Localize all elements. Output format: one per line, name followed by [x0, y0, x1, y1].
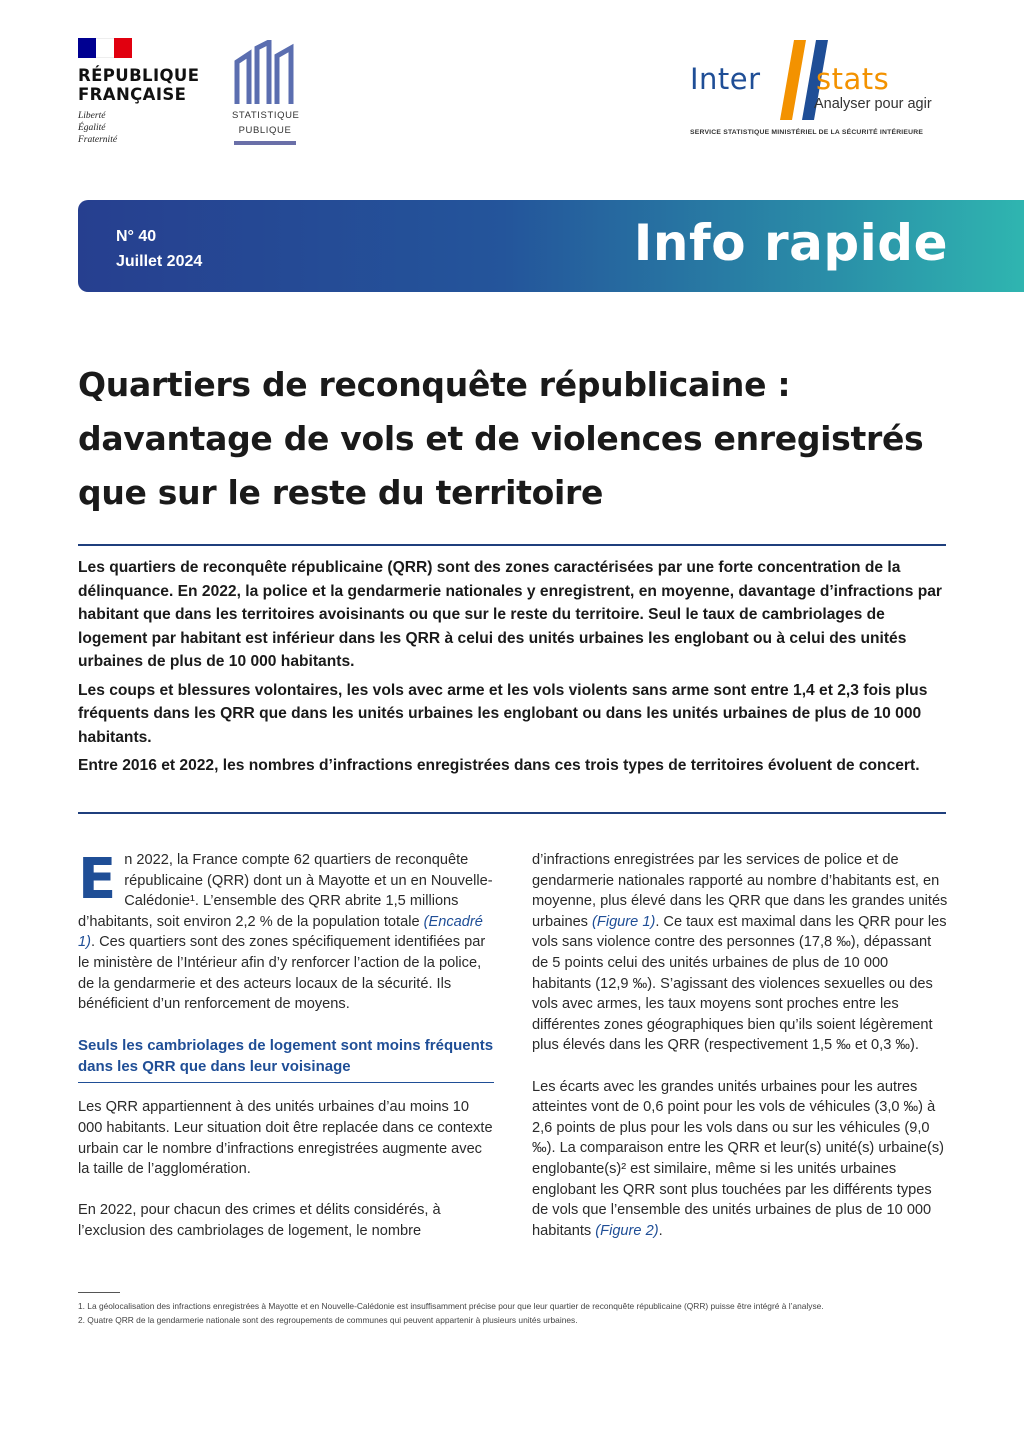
rf-name-line1: RÉPUBLIQUE: [78, 66, 200, 85]
rf-motto-liberte: Liberté: [78, 111, 106, 121]
title-line1: Quartiers de reconquête républicaine :: [78, 365, 791, 404]
interstats-inter: Inter: [690, 62, 761, 96]
interstats-service: SERVICE STATISTIQUE MINISTÉRIEL DE LA SÉCURITÉ INTÉRIEURE: [690, 129, 924, 136]
abstract-top-rule: [78, 544, 946, 546]
left-column: [78, 847, 494, 1262]
abstract: [78, 556, 948, 783]
intro-text-rest: . Ces quartiers sont des zones spécifiquement identifiées par le ministère de l’Intérieur afin d’y renforcer l’action de la police, de la gendarmerie et des acteurs locaux de la sécurité. Ils bénéficient d’un renforcement de moyens.: [78, 934, 486, 1013]
abstract-paragraph: Les coups et blessures volontaires, les vols avec arme et les vols violents sans arme sont entre 1,4 et 2,3 fois plus fréquents dans les QRR que dans les unités urbaines les englobant ou dans les unités urbaines de plus de 10 000 habitants.: [78, 681, 928, 746]
abstract-paragraph: Entre 2016 et 2022, les nombres d’infractions enregistrées dans ces trois types de territoires évoluent de concert.: [78, 757, 920, 774]
intro-paragraph: [78, 847, 494, 1015]
banner-title: Info rapide: [633, 214, 948, 272]
abstract-paragraph: Les quartiers de reconquête républicaine (QRR) sont des zones caractérisées par une forte concentration de la délinquance. En 2022, la police et la gendarmerie nationales y enregistrent, en moyenne, davantage d’infractions par habitant que dans les territoires avoisinants ou que sur le reste du territoire. Seul le taux de cambriolages de logement par habitant est inférieur dans les QRR à celui des unités urbaines les englobant ou à celui des unités urbaines de plus de 10 000 habitants.: [78, 559, 942, 670]
body-paragraph: [532, 850, 948, 1056]
interstats-logo: [690, 40, 950, 140]
interstats-tagline: Analyser pour agir: [814, 96, 932, 112]
body-text: d’infractions enregistrées par les services de police et de gendarmerie nationales rapporté au nombre d’habitants est, en moyenne, plus élevé dans les QRR que dans les grandes unités urbaines: [532, 852, 948, 930]
body-paragraph: [532, 1077, 948, 1242]
footnote-2: 2. Quatre QRR de la gendarmerie nationale sont des regroupements de communes qui peuvent appartenir à plusieurs unités urbaines.: [78, 1315, 578, 1326]
issue-date: Juillet 2024: [116, 253, 203, 270]
footnote-rule: [78, 1292, 120, 1293]
info-rapide-banner: [78, 200, 1024, 292]
body-text: Les écarts avec les grandes unités urbaines pour les autres atteintes vont de 0,6 point pour les vols de véhicules (3,0 ‰) à 2,6 points de plus pour les vols dans ou sur les véhicules (9,0 ‰). La comparaison entre les QRR et leur(s) unité(s) urbaine(s) englobante(s)² est similaire, même si les unités urbaines englobant les QRR sont plus touchées par les différents types de vols que l’ensemble des unités urbaines de plus de 10 000 habitants: [532, 1078, 945, 1239]
french-flag-icon: [78, 38, 132, 58]
republique-francaise-logo: [78, 38, 218, 146]
statistique-publique-logo: [232, 40, 298, 145]
footnote-1: 1. La géolocalisation des infractions enregistrées à Mayotte et en Nouvelle-Calédonie est insuffisamment précise pour que leur quartier de reconquête républicaine (QRR) puisse être intégré à l’analyse.: [78, 1301, 824, 1311]
intro-text: n 2022, la France compte 62 quartiers de reconquête républicaine (QRR) dont un à Mayotte et un en Nouvelle-Calédonie¹. L’ensemble des QRR abrite 1,5 millions d’habitants, soit environ 2,2 % de la population totale: [78, 852, 493, 930]
issue-number: N° 40: [116, 228, 157, 245]
statistique-publique-icon: [234, 40, 296, 106]
encadre-1-link[interactable]: (Encadré 1): [78, 913, 483, 951]
body-text-rest: .: [658, 1222, 663, 1239]
drop-cap: E: [78, 847, 117, 912]
body-paragraph: En 2022, pour chacun des crimes et délits considérés, à l’exclusion des cambriolages de logement, le nombre: [78, 1202, 441, 1239]
sp-underline: [234, 141, 296, 145]
sp-text-line1: STATISTIQUE: [232, 110, 300, 121]
abstract-bottom-rule: [78, 812, 946, 814]
title-line3: que sur le reste du territoire: [78, 473, 604, 512]
document-title: [78, 358, 958, 520]
right-column: [532, 850, 948, 1262]
section-subheading: Seuls les cambriolages de logement sont moins fréquents dans les QRR que dans leur voisinage: [78, 1035, 494, 1083]
figure-1-link[interactable]: (Figure 1): [592, 913, 656, 930]
title-line2: davantage de vols et de violences enregistrés: [78, 419, 924, 458]
footnotes: [78, 1301, 948, 1329]
rf-motto-fraternite: Fraternité: [78, 135, 118, 145]
figure-2-link[interactable]: (Figure 2): [595, 1222, 659, 1239]
rf-name-line2: FRANÇAISE: [78, 85, 187, 104]
body-paragraph: Les QRR appartiennent à des unités urbaines d’au moins 10 000 habitants. Leur situation doit être replacée dans ce contexte urbain car le nombre d’infractions enregistrées augmente avec la taille de l’agglomération.: [78, 1099, 493, 1178]
interstats-stats: stats: [816, 62, 890, 96]
sp-text-line2: PUBLIQUE: [238, 125, 292, 136]
body-text-rest: . Ce taux est maximal dans les QRR pour les vols sans violence contre des personnes (17,8 ‰), dépassant de 5 points celui des unités urbaines de plus de 10 000 habitants (12,9 ‰). S’agissant des violences sexuelles ou des vols avec armes, les taux moyens sont proches entre les différentes zones géographiques bien qu’ils soient légèrement plus élevés dans les QRR (respectivement 1,5 ‰ et 0,3 ‰).: [532, 913, 947, 1054]
rf-motto-egalite: Égalité: [78, 123, 106, 133]
